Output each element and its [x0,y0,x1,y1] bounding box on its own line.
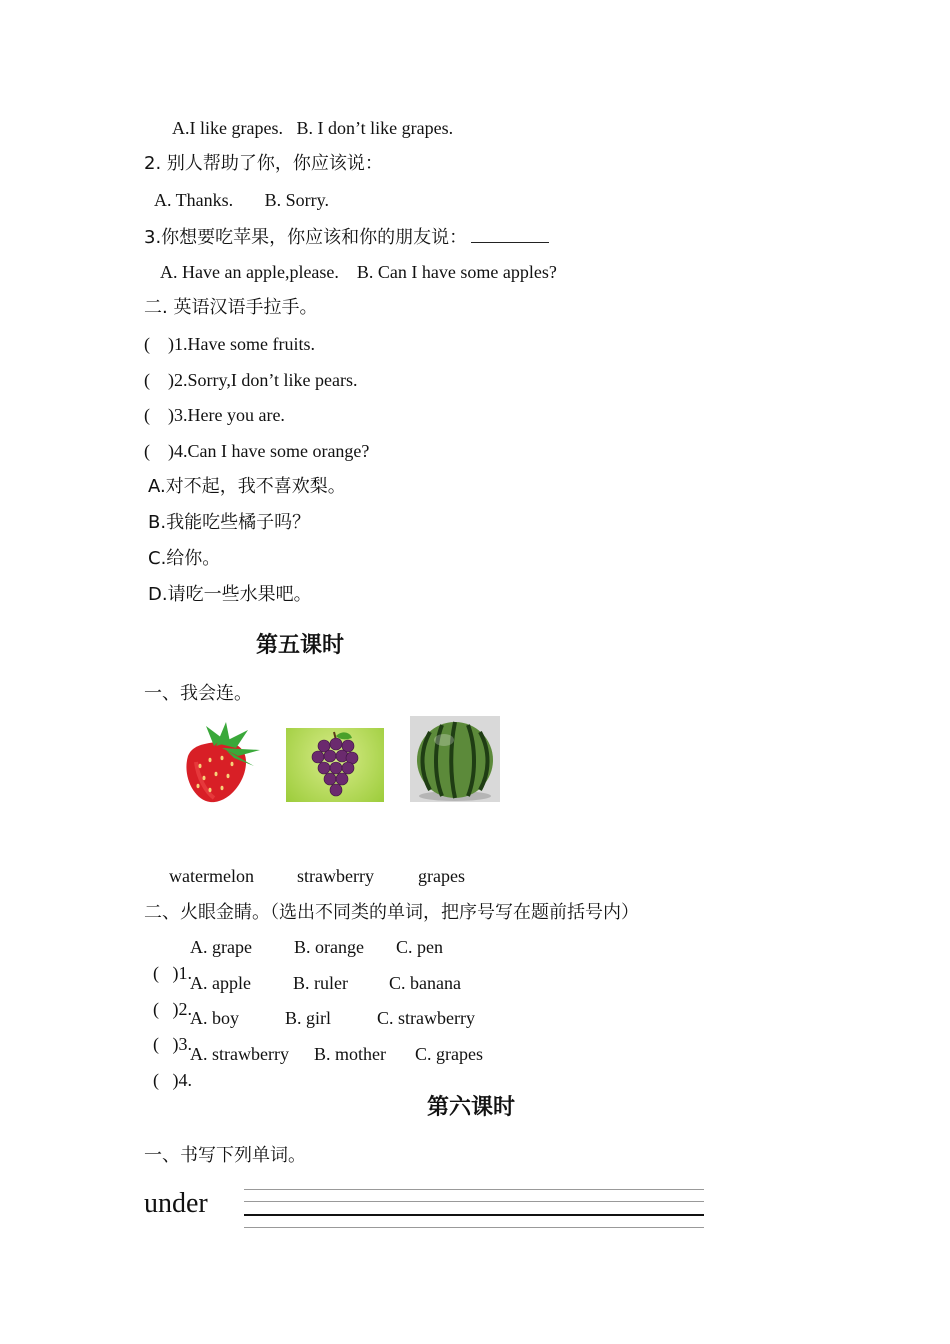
odd-option-a: A. boy [190,1008,239,1028]
odd-option-c: C. grapes [415,1044,483,1064]
match-option: D.请吃一些水果吧。 [148,584,312,605]
odd-option-c: C. banana [389,973,461,993]
odd-option-c: C. pen [396,937,443,957]
match-option: A.对不起，我不喜欢梨。 [148,476,346,497]
odd-option-b: B. orange [294,937,364,957]
q3-stem-text: 3.你想要吃苹果，你应该和你的朋友说： [144,227,468,248]
odd-num: ( )2. [153,999,192,1019]
match-item: ( )4.Can I have some orange? [144,441,370,461]
odd-option-c: C. strawberry [377,1008,475,1028]
match-item: ( )3.Here you are. [144,405,285,425]
match-word: watermelon [169,866,254,886]
lesson6-title: 第六课时 [427,1095,516,1120]
match-option: C.给你。 [148,548,221,569]
watermelon-image [410,716,500,802]
grapes-image [286,728,384,802]
odd-option-a: A. apple [190,973,251,993]
match-item: ( )2.Sorry,I don’t like pears. [144,370,358,390]
odd-num: ( )1. [153,963,192,983]
lesson5-title: 第五课时 [256,633,345,658]
match-word: grapes [418,866,465,886]
odd-option-b: B. ruler [293,973,348,993]
lesson5-part2-title: 二、火眼金睛。（选出不同类的单词，把序号写在题前括号内） [144,902,639,923]
handwriting-lines[interactable] [244,1189,704,1229]
odd-row [144,1044,192,1092]
odd-option-b: B. mother [314,1044,386,1064]
answer-blank[interactable] [471,224,549,243]
odd-option-b: B. girl [285,1008,332,1028]
q1-options: A.I like grapes. B. I don’t like grapes. [172,118,454,138]
q3-stem [144,224,549,250]
q2-stem: 2. 别人帮助了你，你应该说： [144,153,383,174]
match-item: ( )1.Have some fruits. [144,334,315,354]
match-option: B.我能吃些橘子吗？ [148,512,311,533]
writing-word: under [144,1188,208,1219]
lesson5-part1-title: 一、我会连。 [144,683,252,704]
lesson6-part1-title: 一、书写下列单词。 [144,1145,306,1166]
q3-options: A. Have an apple,please. B. Can I have some apples? [160,262,557,282]
strawberry-image [176,716,266,806]
q2-options: A. Thanks. B. Sorry. [154,190,329,210]
odd-option-a: A. grape [190,937,252,957]
odd-option-a: A. strawberry [190,1044,289,1064]
odd-num: ( )4. [153,1070,192,1090]
odd-num: ( )3. [153,1034,192,1054]
match-word: strawberry [297,866,374,886]
part2-title: 二. 英语汉语手拉手。 [144,297,318,318]
